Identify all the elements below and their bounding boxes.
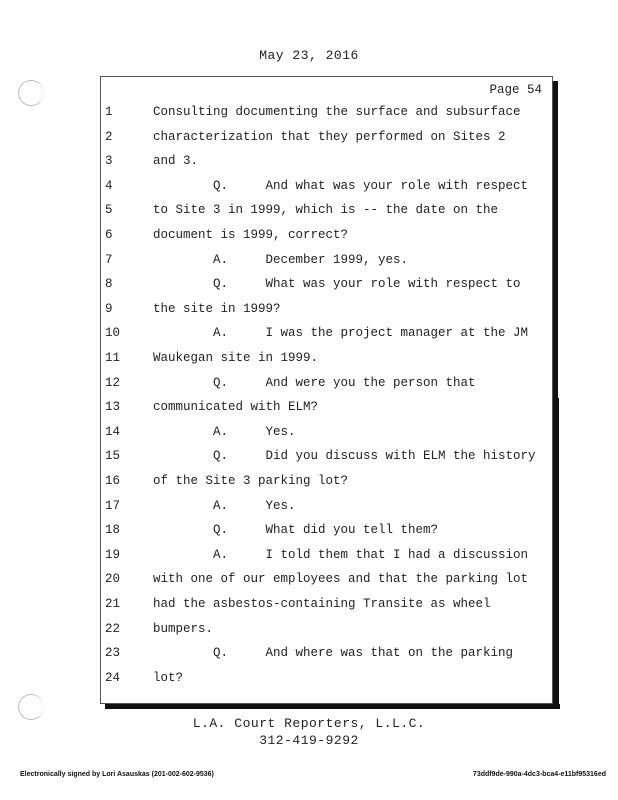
line-number: 11 bbox=[105, 351, 121, 365]
transcript-line bbox=[101, 376, 551, 400]
line-number: 9 bbox=[105, 301, 113, 316]
transcript-date: May 23, 2016 bbox=[259, 48, 359, 63]
line-text: characterization that they performed on Sites 2 bbox=[153, 129, 506, 144]
line-number: 12 bbox=[105, 375, 121, 390]
transcript-line bbox=[101, 597, 551, 621]
line-number: 18 bbox=[105, 523, 121, 538]
transcript-line bbox=[101, 203, 551, 227]
line-text: document is 1999, correct? bbox=[153, 228, 349, 242]
line-text: and 3. bbox=[153, 154, 199, 169]
transcript-line bbox=[101, 646, 551, 670]
line-number: 14 bbox=[105, 424, 121, 439]
line-number: 10 bbox=[105, 326, 121, 341]
transcript-line bbox=[101, 572, 551, 596]
line-number: 22 bbox=[105, 621, 121, 636]
transcript-line bbox=[101, 130, 551, 154]
line-text: A. I told them that I had a discussion bbox=[153, 547, 529, 562]
transcript-line bbox=[101, 499, 551, 523]
transcript-line bbox=[101, 548, 551, 572]
line-number: 15 bbox=[105, 449, 121, 464]
line-text: the site in 1999? bbox=[153, 301, 281, 316]
transcript-line bbox=[101, 326, 551, 350]
line-text: Q. And what was your role with respect bbox=[153, 178, 529, 193]
line-number: 7 bbox=[105, 252, 113, 267]
transcript-line bbox=[101, 425, 551, 449]
line-number: 5 bbox=[105, 203, 113, 218]
line-text: lot? bbox=[153, 670, 184, 685]
line-number: 17 bbox=[105, 498, 121, 513]
line-number: 24 bbox=[105, 670, 121, 685]
line-number: 16 bbox=[105, 474, 121, 488]
line-number: 8 bbox=[105, 277, 113, 292]
line-number: 1 bbox=[105, 105, 113, 119]
transcript-line bbox=[101, 351, 551, 375]
transcript-line bbox=[101, 228, 551, 252]
court-reporter-name: L.A. Court Reporters, L.L.C. bbox=[192, 716, 426, 731]
transcript-line bbox=[101, 400, 551, 424]
page-shadow-bottom bbox=[105, 704, 560, 709]
line-number: 3 bbox=[105, 154, 113, 169]
line-text: A. December 1999, yes. bbox=[153, 252, 409, 267]
line-text: Q. And were you the person that bbox=[153, 375, 476, 390]
line-text: had the asbestos-containing Transite as wheel bbox=[153, 597, 491, 611]
line-text: A. I was the project manager at the JM bbox=[153, 326, 529, 341]
line-number: 2 bbox=[105, 129, 113, 144]
transcript-line bbox=[101, 302, 551, 326]
line-number: 20 bbox=[105, 572, 121, 587]
line-text: to Site 3 in 1999, which is -- the date on the bbox=[153, 203, 499, 218]
transcript-line bbox=[101, 671, 551, 695]
transcript-line bbox=[101, 523, 551, 547]
line-text: Q. Did you discuss with ELM the history bbox=[153, 449, 536, 464]
document-hash: 73ddf9de-990a-4dc3-bca4-e11bf95316ed bbox=[472, 771, 606, 778]
line-text: of the Site 3 parking lot? bbox=[153, 474, 349, 488]
line-text: communicated with ELM? bbox=[153, 400, 319, 415]
transcript-line bbox=[101, 449, 551, 473]
binder-hole-top bbox=[18, 80, 44, 106]
page-margin-bar bbox=[553, 398, 559, 704]
page-number: Page 54 bbox=[489, 83, 542, 97]
line-number: 4 bbox=[105, 178, 113, 193]
line-number: 21 bbox=[105, 597, 121, 611]
line-text: A. Yes. bbox=[153, 498, 296, 513]
line-number: 19 bbox=[105, 547, 121, 562]
transcript-page bbox=[100, 76, 553, 704]
line-number: 6 bbox=[105, 228, 113, 242]
line-text: Q. And where was that on the parking bbox=[153, 646, 514, 661]
line-text: bumpers. bbox=[153, 621, 214, 636]
line-text: with one of our employees and that the parking lot bbox=[153, 572, 529, 587]
line-text: A. Yes. bbox=[153, 424, 296, 439]
transcript-line bbox=[101, 179, 551, 203]
line-text: Consulting documenting the surface and subsurface bbox=[153, 105, 521, 119]
transcript-line bbox=[101, 253, 551, 277]
transcript-line bbox=[101, 277, 551, 301]
transcript-line bbox=[101, 474, 551, 498]
electronic-signature: Electronically signed by Lori Asauskas (201-002-602-9536) bbox=[20, 771, 214, 778]
transcript-line bbox=[101, 105, 551, 129]
court-reporter-phone: 312-419-9292 bbox=[259, 733, 359, 748]
line-text: Q. What did you tell them? bbox=[153, 523, 439, 538]
line-number: 23 bbox=[105, 646, 121, 661]
transcript-line bbox=[101, 622, 551, 646]
transcript-line bbox=[101, 154, 551, 178]
line-number: 13 bbox=[105, 400, 121, 415]
line-text: Waukegan site in 1999. bbox=[153, 351, 319, 365]
line-text: Q. What was your role with respect to bbox=[153, 277, 521, 292]
